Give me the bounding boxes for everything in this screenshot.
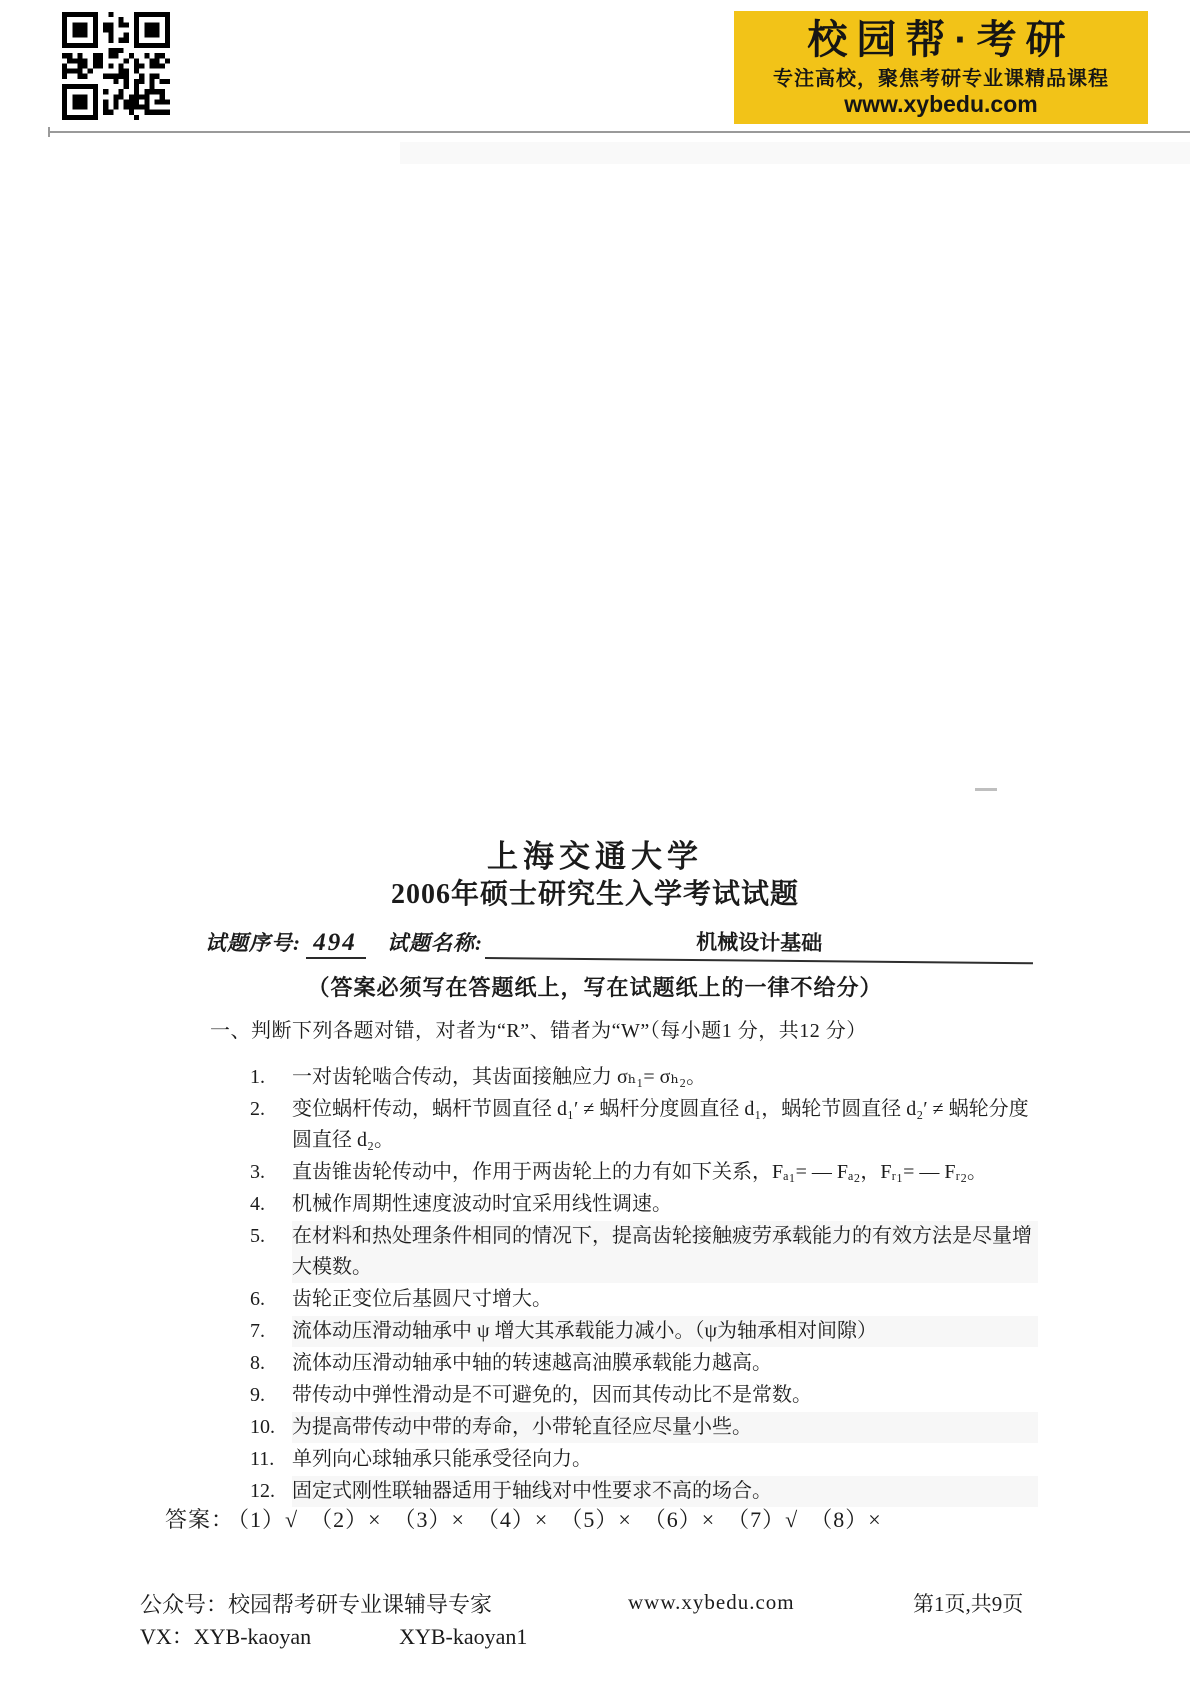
question-text: 流体动压滑动轴承中 ψ 增大其承载能力减小。（ψ为轴承相对间隙） [292, 1316, 1038, 1347]
answers-row [165, 1503, 882, 1534]
question-number: 7. [250, 1320, 265, 1342]
question-item [250, 1380, 1038, 1411]
section-heading: 一、判断下列各题对错，对者为“R”、错者为“W”（每小题1 分，共12 分） [210, 1020, 867, 1042]
qr-code-image [62, 12, 170, 120]
brand-subtitle: 专注高校，聚焦考研专业课精品课程 [773, 67, 1109, 90]
question-text: 变位蜗杆传动，蜗杆节圆直径 d₁′ ≠ 蜗杆分度圆直径 d₁，蜗轮节圆直径 d₂′ ≠ 蜗轮分度圆直径 d₂。 [292, 1098, 1029, 1151]
paper-name-label: 试题名称: [387, 931, 483, 955]
question-item [250, 1316, 1038, 1347]
paper-info-row [205, 924, 1135, 959]
question-item [250, 1094, 1038, 1156]
question-text: 齿轮正变位后基圆尺寸增大。 [292, 1288, 552, 1310]
question-text: 固定式刚性联轴器适用于轴线对中性要求不高的场合。 [292, 1476, 1038, 1507]
answers-label: 答案： [165, 1507, 235, 1532]
question-item [250, 1444, 1038, 1475]
question-number: 11. [250, 1448, 275, 1470]
scan-smudge [975, 788, 997, 791]
scan-smudge [400, 142, 1190, 164]
paper-name-value: 机械设计基础 [696, 930, 823, 956]
question-text: 带传动中弹性滑动是不可避免的，因而其传动比不是常数。 [292, 1384, 812, 1406]
footer-page-info: 第1页,共9页 [913, 1592, 1024, 1616]
brand-banner [734, 11, 1148, 124]
question-item [250, 1412, 1038, 1443]
question-item [250, 1348, 1038, 1379]
header-divider-tick [48, 127, 50, 137]
question-number: 12. [250, 1480, 275, 1502]
paper-number-label: 试题序号: [205, 931, 301, 955]
question-number: 6. [250, 1288, 265, 1310]
question-item [250, 1221, 1038, 1283]
question-text: 单列向心球轴承只能承受径向力。 [292, 1448, 592, 1470]
question-number: 1. [250, 1066, 265, 1088]
paper-number-value: 494 [306, 929, 366, 959]
qr-code [62, 12, 170, 120]
question-text: 为提高带传动中带的寿命，小带轮直径应尽量小些。 [292, 1412, 1038, 1443]
question-text: 直齿锥齿轮传动中，作用于两齿轮上的力有如下关系，Fₐ₁= — Fₐ₂，Fᵣ₁= — Fᵣ₂。 [292, 1161, 988, 1183]
question-number: 5. [250, 1225, 265, 1247]
footer-url: www.xybedu.com [628, 1590, 795, 1614]
footer-vx-line [140, 1620, 527, 1651]
question-item [250, 1157, 1038, 1188]
answer-notice: （答案必须写在答题纸上，写在试题纸上的一律不给分） [307, 975, 883, 1000]
question-number: 4. [250, 1193, 265, 1215]
question-number: 3. [250, 1161, 265, 1183]
paper-name-underline [485, 924, 1033, 964]
question-number: 8. [250, 1352, 265, 1374]
exam-title: 2006年硕士研究生入学考试试题 [390, 879, 799, 910]
question-text: 在材料和热处理条件相同的情况下，提高齿轮接触疲劳承载能力的有效方法是尽量增大模数。 [292, 1221, 1038, 1283]
footer-vx-id: VX：XYB-kaoyan [140, 1624, 312, 1649]
answers-values: （1）√ （2）× （3）× （4）× （5）× （6）× （7）√ （8）× [238, 1507, 882, 1532]
question-item [250, 1284, 1038, 1315]
footer-wechat-account: 公众号：校园帮考研专业课辅导专家 [140, 1592, 493, 1617]
brand-url: www.xybedu.com [844, 90, 1038, 117]
question-text: 一对齿轮啮合传动，其齿面接触应力 σₕ₁= σₕ₂。 [292, 1066, 707, 1088]
header-divider [48, 131, 1190, 133]
question-list [250, 1062, 1038, 1508]
question-text: 机械作周期性速度波动时宜采用线性调速。 [292, 1193, 672, 1215]
question-number: 9. [250, 1384, 265, 1406]
question-item [250, 1062, 1038, 1093]
footer-vx-id-alt: XYB-kaoyan1 [399, 1624, 528, 1649]
question-text: 流体动压滑动轴承中轴的转速越高油膜承载能力越高。 [292, 1352, 772, 1374]
question-number: 2. [250, 1098, 265, 1120]
university-title: 上海交通大学 [487, 839, 703, 874]
brand-title: 校园帮·考研 [807, 17, 1075, 62]
question-number: 10. [250, 1416, 275, 1438]
question-item [250, 1189, 1038, 1220]
